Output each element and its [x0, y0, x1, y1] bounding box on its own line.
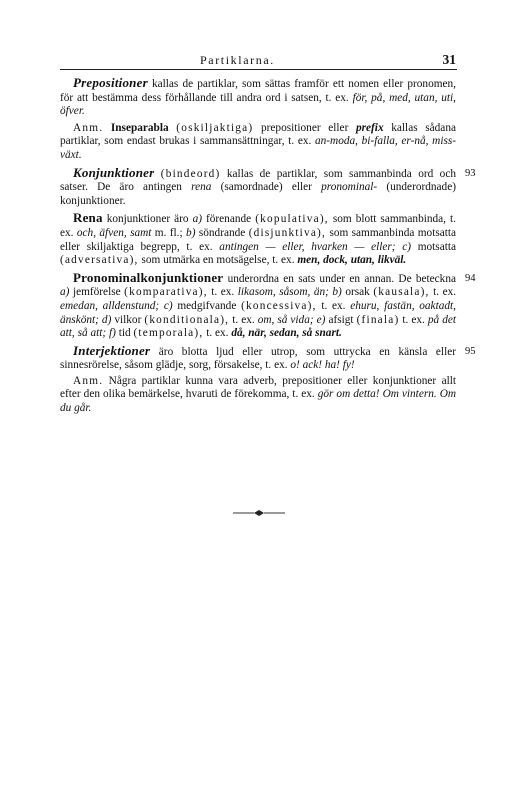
term-prepositioner: Prepositioner — [73, 75, 148, 90]
paragraph-anm-partiklar: Anm. Några partiklar kunna vara adverb, prepositioner eller konjunktioner allt efter den olika bemärkelse, hvaruti de förekomma, t. ex. gör om detta! Om vintern. Om du går. — [60, 374, 457, 415]
header-rule — [60, 69, 457, 70]
term-interjektioner: Interjektioner — [73, 342, 151, 358]
margin-number: 93 — [465, 167, 476, 179]
margin-number: 95 — [465, 345, 476, 357]
term-pronominalkonjunktioner: Pronominalkonjunktioner — [73, 269, 224, 285]
section-end-ornament — [233, 509, 285, 517]
examples: an-moda, bi-falla, er-nå, miss-växt. — [60, 135, 457, 161]
margin-number: 94 — [465, 272, 476, 284]
page-number: 31 — [442, 52, 456, 67]
paragraph-pronominalkonjunktioner: 94 Pronominalkonjunktioner underordna en sats under en annan. De beteckna a) jemförelse (komparativa), t. ex. likasom, såsom, än; b) orsak (kausala), t. ex. emedan, alldenstund; c) medgifvande (koncessiva), t. ex. ehuru, fastän, oaktadt, änskönt; d) vilkor (konditionala), t. ex. om, så vida; e) afsigt (finala) t. ex. på det att, så att; f) tid (temporala), t. ex. då, när, sedan, så snart. — [60, 269, 476, 340]
paragraph-konjunktioner: 93 Konjunktioner (bindeord) kallas de partiklar, som sammanbinda ord och satser. De äro antingen rena (samordnade) eller pronominal- (underordnade) konjunktioner. — [60, 164, 476, 207]
anm-label: Anm. — [73, 374, 104, 387]
term-inseparabla: Inseparabla — [110, 121, 169, 134]
examples: för, på, med, utan, uti, öfver. — [60, 91, 456, 118]
term-konjunktioner: Konjunktioner — [73, 164, 155, 180]
running-title: Partiklarna. — [200, 53, 275, 67]
page-body — [60, 75, 476, 419]
paragraph-prepositioner: Prepositioner kallas de partiklar, som sättas framför ett nomen eller pronomen, för att bestämma dess förhållande till andra ord i satsen, t. ex. för, på, med, utan, uti, öfver. — [60, 75, 456, 118]
paragraph-anm-inseparabla: Anm. Inseparabla (oskiljaktiga) prepositioner eller prefix kallas sådana partiklar, som endast brukas i sammansättningar, t. ex. an-moda, bi-falla, er-nå, miss-växt. — [60, 121, 457, 161]
paragraph-rena: Rena konjunktioner äro a) förenande (kopulativa), som blott sammanbinda, t. ex. och, äfven, samt m. fl.; b) söndrande (disjunktiva), som sammanbinda motsatta eller skiljaktiga begrepp, t. ex. antingen — eller, hvarken — eller; c) motsatta (adversativa), som utmärka en motsägelse, t. ex. men, dock, utan, likväl. — [60, 210, 457, 267]
anm-label: Anm. — [73, 121, 104, 134]
term-rena: Rena — [73, 210, 103, 226]
examples: o! ack! ha! fy! — [290, 359, 355, 372]
paragraph-interjektioner: 95 Interjektioner äro blotta ljud eller utrop, som uttrycka en känsla eller sinnesrörelse, såsom glädje, sorg, försakelse, t. ex. o! ack! ha! fy! — [60, 342, 476, 372]
page-header — [60, 53, 456, 69]
